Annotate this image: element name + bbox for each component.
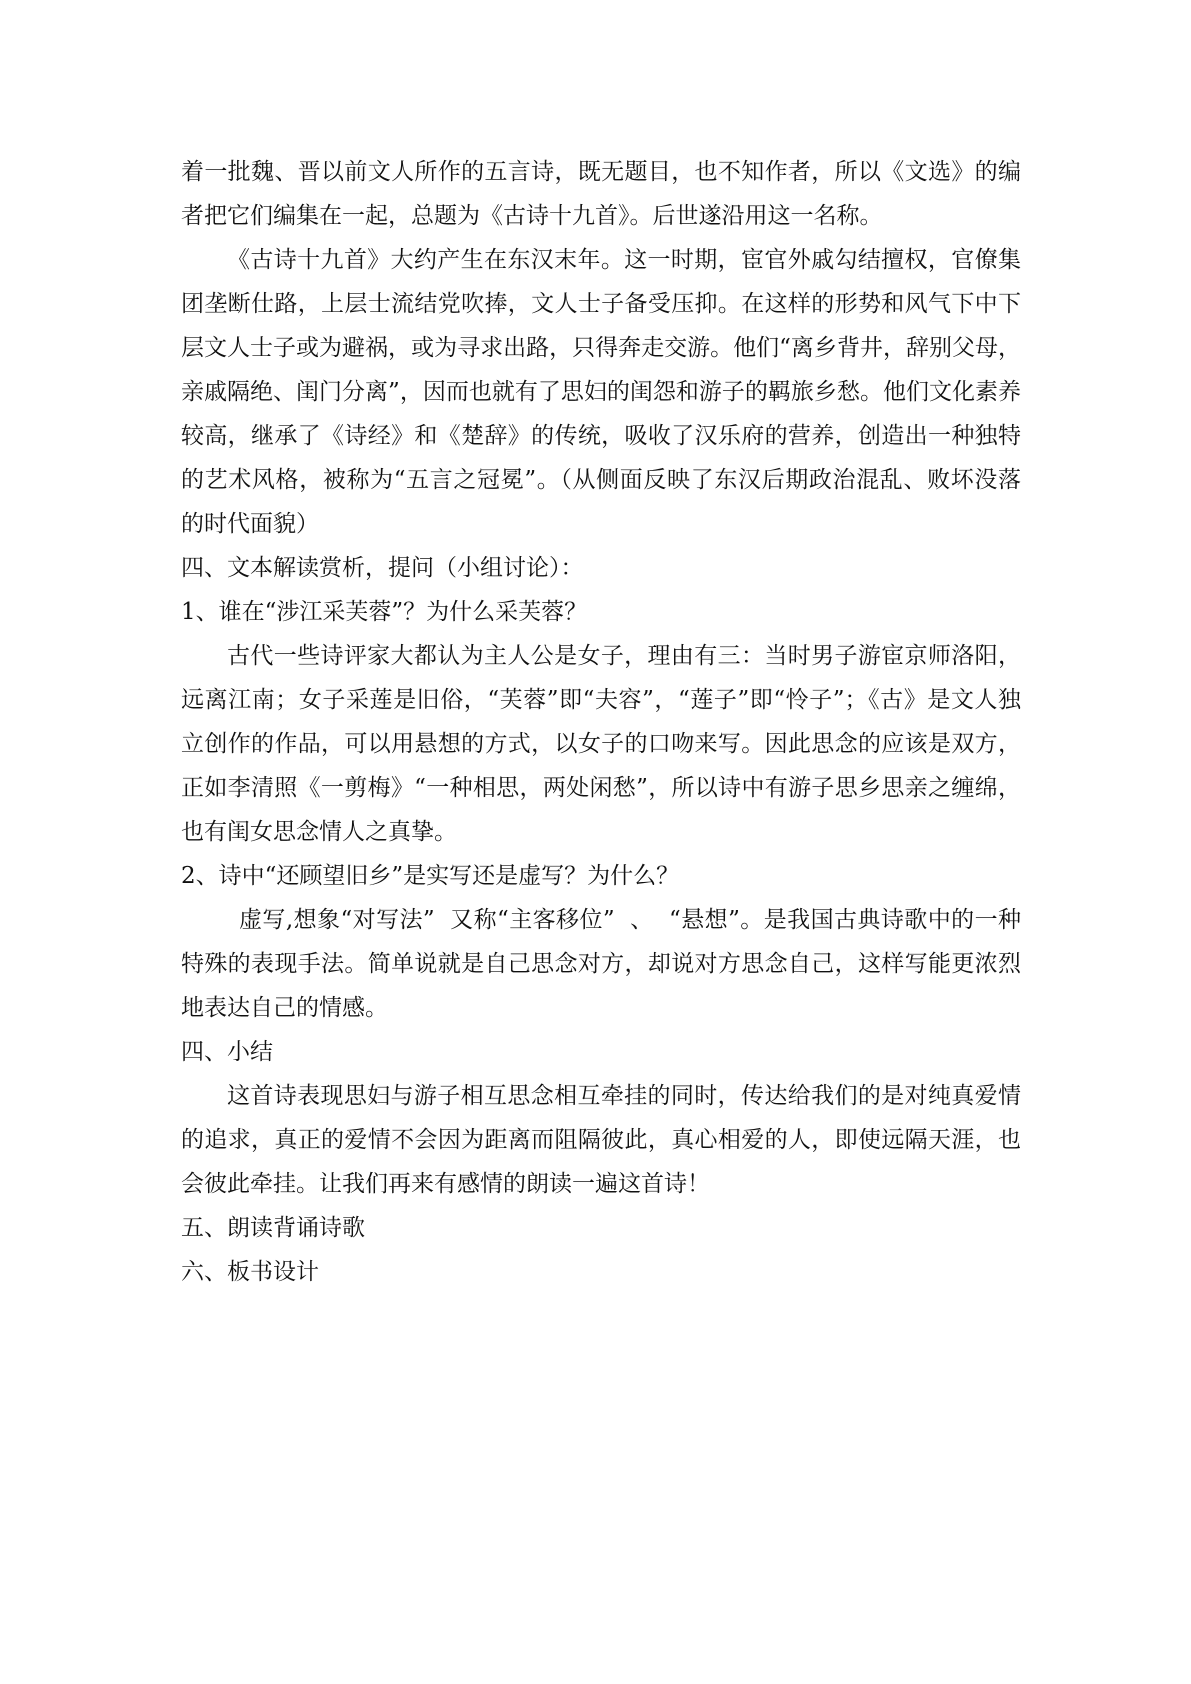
answer-2: 虚写,想象“对写法” 又称“主客移位” 、 “悬想”。是我国古典诗歌中的一种特殊的表现手法。简单说就是自己思念对方，却说对方思念自己，这样写能更浓烈地表达自己的情感。 xyxy=(181,907,1021,1021)
question-1: 1、谁在“涉江采芙蓉”？为什么采芙蓉？ xyxy=(181,599,588,625)
document-body xyxy=(181,150,1021,1294)
section-heading-summary: 四、小结 xyxy=(181,1039,273,1065)
paragraph-summary: 这首诗表现思妇与游子相互思念相互牵挂的同时，传达给我们的是对纯真爱情的追求，真正的爱情不会因为距离而阻隔彼此，真心相爱的人，即使远隔天涯，也会彼此牵挂。让我们再来有感情的朗读一遍这首诗！ xyxy=(181,1083,1021,1197)
paragraph-background: 《古诗十九首》大约产生在东汉末年。这一时期，宦官外戚勾结擅权，官僚集团垄断仕路，上层士流结党吹捧，文人士子备受压抑。在这样的形势和风气下中下层文人士子或为避祸，或为寻求出路，只得奔走交游。他们“离乡背井，辞别父母，亲戚隔绝、闺门分离”，因而也就有了思妇的闺怨和游子的羁旅乡愁。他们文化素养较高，继承了《诗经》和《楚辞》的传统，吸收了汉乐府的营养，创造出一种独特的艺术风格，被称为“五言之冠冕”。（从侧面反映了东汉后期政治混乱、败坏没落的时代面貌） xyxy=(181,247,1021,537)
question-2: 2、诗中“还顾望旧乡”是实写还是虚写？为什么？ xyxy=(181,863,680,889)
section-heading-text-analysis: 四、文本解读赏析，提问（小组讨论）： xyxy=(181,555,584,581)
section-heading-board-design: 六、板书设计 xyxy=(181,1259,319,1285)
answer-1: 古代一些诗评家大都认为主人公是女子，理由有三：当时男子游宦京师洛阳，远离江南；女子采莲是旧俗，“芙蓉”即“夫容”，“莲子”即“怜子”；《古》是文人独立创作的作品，可以用悬想的方式，以女子的口吻来写。因此思念的应该是双方，正如李清照《一剪梅》“一种相思，两处闲愁”，所以诗中有游子思乡思亲之缠绵，也有闺女思念情人之真挚。 xyxy=(181,643,1021,845)
paragraph-intro-continuation: 着一批魏、晋以前文人所作的五言诗，既无题目，也不知作者，所以《文选》的编者把它们编集在一起，总题为《古诗十九首》。后世遂沿用这一名称。 xyxy=(181,159,1021,229)
section-heading-recitation: 五、朗读背诵诗歌 xyxy=(181,1215,365,1241)
